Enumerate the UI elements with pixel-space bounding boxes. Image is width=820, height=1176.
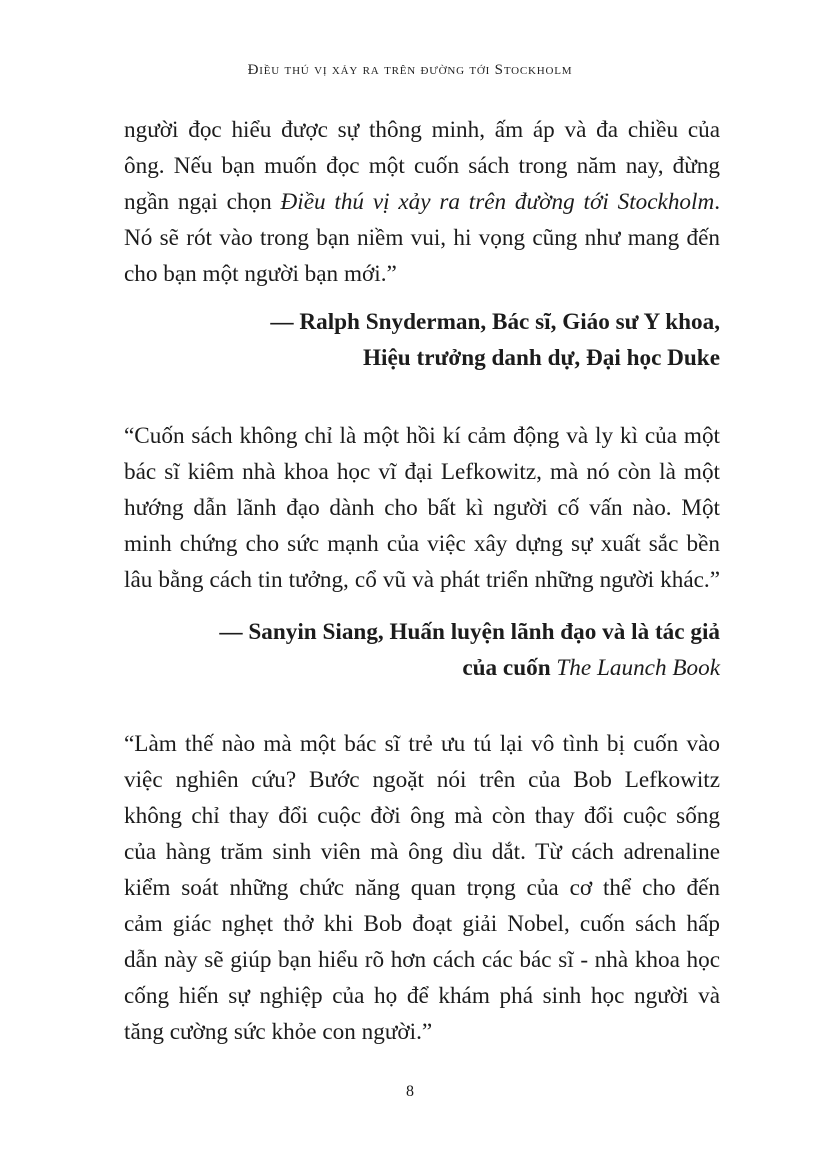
- quote-3-line: cảm giác nghẹt thở khi Bob đoạt giải Nobel, cuốn sách hấp: [124, 911, 720, 937]
- quote-1-line: cho bạn một người bạn mới.”: [124, 261, 397, 287]
- quote-3-line: dẫn này sẽ giúp bạn hiểu rõ hơn cách các bác sĩ - nhà khoa học: [124, 947, 720, 973]
- book-title-italic: Điều thú vị xảy ra trên đường tới Stockholm: [280, 189, 715, 215]
- attribution-line: — Ralph Snyderman, Bác sĩ, Giáo sư Y khoa,: [270, 309, 720, 335]
- quote-3-line: việc nghiên cứu? Bước ngoặt nói trên của Bob Lefkowitz: [124, 767, 720, 793]
- quote-3-line: không chỉ thay đổi cuộc đời ông mà còn thay đổi cuộc sống: [124, 803, 720, 829]
- quote-2-attribution: [219, 614, 720, 686]
- quote-3-line: của hàng trăm sinh viên mà ông dìu dắt. Từ cách adrenaline: [124, 839, 720, 865]
- quote-1-line-suffix: .: [714, 189, 720, 215]
- attribution-line: Hiệu trưởng danh dự, Đại học Duke: [363, 345, 720, 371]
- quote-1-line: Nó sẽ rót vào trong bạn niềm vui, hi vọng cũng như mang đến: [124, 225, 720, 251]
- attribution-line-with-title: [219, 650, 720, 686]
- quote-3-paragraph: [124, 726, 720, 1050]
- quote-2-paragraph: [124, 418, 720, 598]
- quote-1-line: ông. Nếu bạn muốn đọc một cuốn sách trong năm nay, đừng: [124, 153, 720, 179]
- quote-1-line-with-title: [124, 184, 720, 220]
- quote-3-line: tăng cường sức khỏe con người.”: [124, 1019, 433, 1045]
- quote-1-line: người đọc hiểu được sự thông minh, ấm áp và đa chiều của: [124, 117, 720, 143]
- quote-3-line: kiểm soát những chức năng quan trọng của cơ thể cho đến: [124, 875, 720, 901]
- attribution-prefix: của cuốn: [462, 655, 557, 681]
- quote-1-paragraph: [124, 112, 720, 292]
- quote-2-line: “Cuốn sách không chỉ là một hồi kí cảm động và ly kì của một: [124, 423, 720, 449]
- quote-2-line: minh chứng cho sức mạnh của việc xây dựng sự xuất sắc bền: [124, 531, 720, 557]
- running-head: Điều thú vị xảy ra trên đường tới Stockholm: [247, 62, 573, 78]
- quote-1-line-prefix: ngần ngại chọn: [124, 189, 281, 215]
- quote-3-line: cống hiến sự nghiệp của họ để khám phá sinh học người và: [124, 983, 720, 1009]
- quote-2-line: bác sĩ kiêm nhà khoa học vĩ đại Lefkowitz, mà nó còn là một: [124, 459, 720, 485]
- quote-1-attribution: [270, 304, 720, 376]
- book-title-italic: The Launch Book: [556, 655, 720, 681]
- quote-2-line: hướng dẫn lãnh đạo dành cho bất kì người cố vấn nào. Một: [124, 495, 720, 521]
- attribution-line: — Sanyin Siang, Huấn luyện lãnh đạo và là tác giả: [219, 619, 720, 645]
- quote-3-line: “Làm thế nào mà một bác sĩ trẻ ưu tú lại vô tình bị cuốn vào: [124, 731, 720, 757]
- page-number: 8: [406, 1083, 414, 1100]
- quote-2-line: lâu bằng cách tin tưởng, cổ vũ và phát triển những người khác.”: [124, 567, 720, 593]
